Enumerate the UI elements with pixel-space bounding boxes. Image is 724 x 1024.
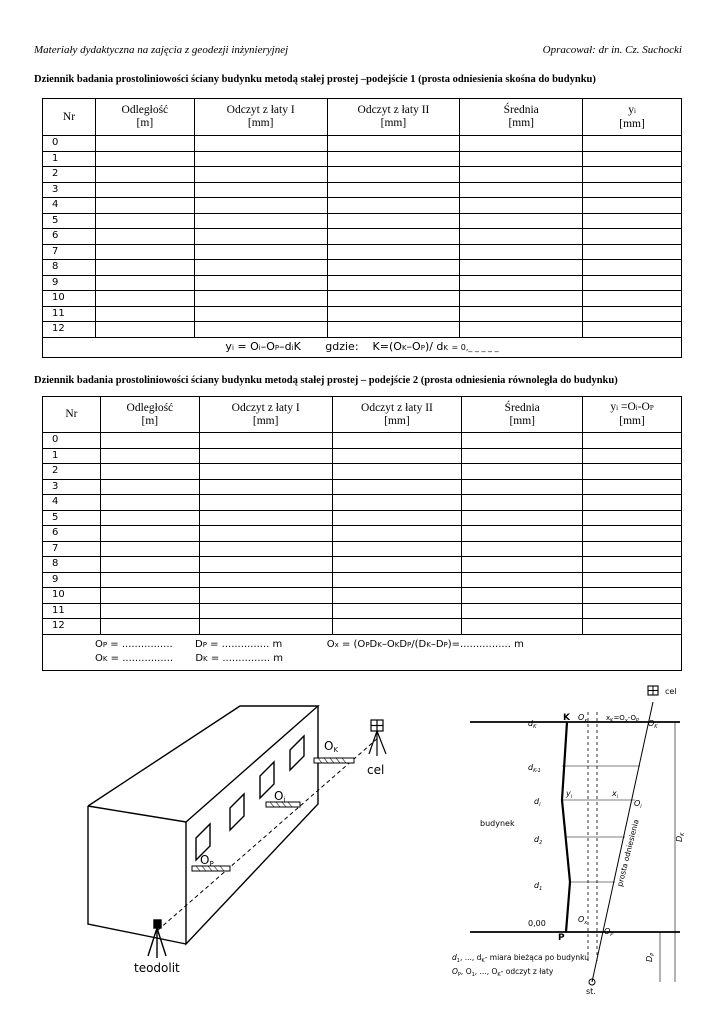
label-k: K bbox=[563, 713, 570, 723]
table-cell bbox=[100, 510, 199, 526]
table1-formula: yi = Oi–OP–diK gdzie: K=(OK–OP)/ dK = 0,_ _ _ _ _ bbox=[43, 337, 682, 357]
figure-schematic bbox=[452, 682, 700, 996]
table-cell bbox=[332, 588, 462, 604]
table-cell bbox=[583, 526, 682, 542]
table-cell bbox=[332, 541, 462, 557]
table-cell bbox=[460, 136, 583, 152]
table-cell bbox=[95, 306, 194, 322]
label-dk: $d_K$ bbox=[528, 719, 537, 730]
table-cell bbox=[199, 557, 332, 573]
table-cell bbox=[460, 167, 583, 183]
table-row bbox=[43, 136, 682, 152]
table-cell bbox=[583, 322, 682, 338]
table-row bbox=[43, 588, 682, 604]
row-number: 2 bbox=[43, 167, 96, 183]
table-row bbox=[43, 229, 682, 245]
table-cell bbox=[583, 182, 682, 198]
table-cell bbox=[199, 448, 332, 464]
table-cell bbox=[462, 433, 583, 449]
table-cell bbox=[583, 260, 682, 276]
table-cell bbox=[100, 541, 199, 557]
table-cell bbox=[100, 603, 199, 619]
table-cell bbox=[460, 291, 583, 307]
table-cell bbox=[194, 151, 327, 167]
label-dp-vertical: $D_P$ bbox=[645, 952, 656, 962]
label-oi-left: Oi bbox=[274, 789, 286, 804]
table-cell bbox=[332, 603, 462, 619]
table-cell bbox=[332, 619, 462, 635]
table-cell bbox=[583, 291, 682, 307]
col-y-2: yi =Oi-OP [mm] bbox=[583, 397, 682, 433]
table-cell bbox=[332, 572, 462, 588]
table-cell bbox=[462, 588, 583, 604]
table-cell bbox=[327, 136, 460, 152]
table-cell bbox=[95, 167, 194, 183]
row-number: 10 bbox=[43, 588, 101, 604]
header-right: Opracował: dr in. Cz. Suchocki bbox=[542, 44, 682, 56]
table-cell bbox=[194, 136, 327, 152]
row-number: 3 bbox=[43, 479, 101, 495]
table-cell bbox=[100, 479, 199, 495]
label-000: 0,00 bbox=[528, 919, 546, 928]
table-cell bbox=[95, 275, 194, 291]
label-ox-top: $O_x$ bbox=[578, 713, 588, 724]
row-number: 0 bbox=[43, 433, 101, 449]
table-cell bbox=[199, 603, 332, 619]
table-row bbox=[43, 495, 682, 511]
col-nr: Nr bbox=[43, 99, 96, 136]
label-cel-left: cel bbox=[367, 763, 385, 777]
table-cell bbox=[327, 291, 460, 307]
col-odczyt1: Odczyt z łaty I [mm] bbox=[194, 99, 327, 136]
table-cell bbox=[95, 213, 194, 229]
table-cell bbox=[583, 464, 682, 480]
table-cell bbox=[199, 510, 332, 526]
table-cell bbox=[583, 572, 682, 588]
table2-title: Dziennik badania prostoliniowości ściany budynku metodą stałej prostej – podejście 2 (prosta odniesienia równoległa do budynku) bbox=[34, 375, 618, 386]
label-cel-right: cel bbox=[665, 687, 677, 696]
figure-building-perspective bbox=[60, 698, 420, 988]
table-cell bbox=[95, 151, 194, 167]
table1 bbox=[42, 98, 682, 358]
table-row bbox=[43, 433, 682, 449]
col-srednia-2: Średnia [mm] bbox=[462, 397, 583, 433]
table-cell bbox=[583, 433, 682, 449]
table-cell bbox=[100, 433, 199, 449]
col-odleglosc: Odległość [m] bbox=[95, 99, 194, 136]
table-cell bbox=[460, 198, 583, 214]
table-row bbox=[43, 151, 682, 167]
table-cell bbox=[199, 588, 332, 604]
row-number: 4 bbox=[43, 198, 96, 214]
legend-line2: $O_P$, $O_1$, ..., $O_K-$ odczyt z łaty bbox=[452, 967, 554, 978]
table-cell bbox=[327, 167, 460, 183]
table-cell bbox=[583, 198, 682, 214]
row-number: 12 bbox=[43, 619, 101, 635]
table-cell bbox=[327, 244, 460, 260]
col-odczyt2-2: Odczyt z łaty II [mm] bbox=[332, 397, 462, 433]
label-op-left: OP bbox=[200, 853, 214, 868]
label-prosta: prosta odniesienia bbox=[615, 818, 641, 888]
table-cell bbox=[462, 495, 583, 511]
table-cell bbox=[194, 291, 327, 307]
legend-line1: $d_1$, ..., $d_K-$ miara bieżąca po budynku bbox=[452, 953, 589, 964]
table-cell bbox=[199, 464, 332, 480]
table-row bbox=[43, 244, 682, 260]
table-row bbox=[43, 464, 682, 480]
table-cell bbox=[583, 510, 682, 526]
table-cell bbox=[194, 260, 327, 276]
row-number: 1 bbox=[43, 151, 96, 167]
table-cell bbox=[199, 495, 332, 511]
table-cell bbox=[332, 510, 462, 526]
table-row bbox=[43, 572, 682, 588]
table-cell bbox=[199, 619, 332, 635]
table-cell bbox=[583, 495, 682, 511]
table-cell bbox=[460, 244, 583, 260]
table-row bbox=[43, 510, 682, 526]
table-row bbox=[43, 306, 682, 322]
label-oi-right: $O_i$ bbox=[634, 799, 642, 810]
table-cell bbox=[327, 229, 460, 245]
table-row bbox=[43, 260, 682, 276]
table-cell bbox=[583, 306, 682, 322]
table-cell bbox=[194, 167, 327, 183]
table-cell bbox=[460, 213, 583, 229]
table-cell bbox=[462, 557, 583, 573]
table-cell bbox=[462, 464, 583, 480]
col-srednia: Średnia [mm] bbox=[460, 99, 583, 136]
table-cell bbox=[583, 244, 682, 260]
row-number: 2 bbox=[43, 464, 101, 480]
row-number: 0 bbox=[43, 136, 96, 152]
table-cell bbox=[583, 167, 682, 183]
table-cell bbox=[583, 136, 682, 152]
table-cell bbox=[194, 198, 327, 214]
table-cell bbox=[460, 182, 583, 198]
table-row bbox=[43, 479, 682, 495]
table-cell bbox=[327, 260, 460, 276]
table-cell bbox=[100, 557, 199, 573]
table-cell bbox=[199, 526, 332, 542]
table-cell bbox=[583, 603, 682, 619]
table-cell bbox=[583, 479, 682, 495]
row-number: 5 bbox=[43, 213, 96, 229]
table-cell bbox=[100, 572, 199, 588]
table-row bbox=[43, 167, 682, 183]
table-cell bbox=[583, 619, 682, 635]
table-cell bbox=[462, 479, 583, 495]
label-di: $d_i$ bbox=[534, 797, 541, 808]
row-number: 4 bbox=[43, 495, 101, 511]
table-row bbox=[43, 557, 682, 573]
table-cell bbox=[583, 588, 682, 604]
label-dk1: $d_{K-1}$ bbox=[528, 763, 541, 774]
table-cell bbox=[460, 322, 583, 338]
row-number: 9 bbox=[43, 275, 96, 291]
table-cell bbox=[95, 291, 194, 307]
table-cell bbox=[194, 182, 327, 198]
col-nr-2: Nr bbox=[43, 397, 101, 433]
table-row bbox=[43, 603, 682, 619]
table-cell bbox=[194, 244, 327, 260]
table-row bbox=[43, 198, 682, 214]
col-odleglosc-2: Odległość [m] bbox=[100, 397, 199, 433]
table-row bbox=[43, 275, 682, 291]
table-cell bbox=[95, 260, 194, 276]
label-d2: $d_2$ bbox=[534, 835, 543, 846]
table-cell bbox=[462, 448, 583, 464]
label-op-right: $O_P$ bbox=[604, 927, 614, 938]
table-cell bbox=[583, 213, 682, 229]
table-cell bbox=[194, 322, 327, 338]
table-cell bbox=[194, 275, 327, 291]
table-cell bbox=[332, 433, 462, 449]
table-cell bbox=[100, 588, 199, 604]
label-ox-bottom: $O_x$ bbox=[578, 915, 588, 926]
table-cell bbox=[332, 464, 462, 480]
label-teodolit: teodolit bbox=[134, 961, 180, 975]
table-cell bbox=[583, 229, 682, 245]
table-row bbox=[43, 182, 682, 198]
row-number: 7 bbox=[43, 244, 96, 260]
label-budynek: budynek bbox=[480, 819, 515, 828]
col-y: yi [mm] bbox=[583, 99, 682, 136]
table-cell bbox=[327, 322, 460, 338]
label-ok-left: OK bbox=[324, 739, 339, 754]
label-yi: $y_i$ bbox=[566, 789, 573, 800]
table-cell bbox=[583, 448, 682, 464]
table-cell bbox=[332, 526, 462, 542]
table-cell bbox=[332, 448, 462, 464]
row-number: 9 bbox=[43, 572, 101, 588]
table-cell bbox=[462, 526, 583, 542]
table-cell bbox=[583, 557, 682, 573]
label-p: P bbox=[558, 933, 565, 943]
label-st: st. bbox=[586, 987, 596, 996]
table-cell bbox=[583, 275, 682, 291]
table-cell bbox=[100, 464, 199, 480]
table-cell bbox=[100, 448, 199, 464]
table2-footer: OP = ................ DP = ............... m Ox = (OPDK–OKDP/(DK–DP)=................ m OK = ................ DK = ............... m bbox=[43, 634, 682, 670]
table-cell bbox=[462, 510, 583, 526]
table-cell bbox=[95, 229, 194, 245]
table-cell bbox=[583, 151, 682, 167]
label-xk: $x_K=O_x-O_P$ bbox=[606, 714, 640, 724]
target-icon bbox=[369, 720, 386, 756]
table-cell bbox=[460, 151, 583, 167]
row-number: 6 bbox=[43, 526, 101, 542]
row-number: 11 bbox=[43, 306, 96, 322]
row-number: 8 bbox=[43, 557, 101, 573]
table1-title: Dziennik badania prostoliniowości ściany budynku metodą stałej prostej –podejście 1 (prosta odniesienia skośna do budynku) bbox=[34, 74, 596, 85]
table-cell bbox=[199, 541, 332, 557]
row-number: 3 bbox=[43, 182, 96, 198]
col-odczyt1-2: Odczyt z łaty I [mm] bbox=[199, 397, 332, 433]
table-cell bbox=[100, 619, 199, 635]
table-cell bbox=[327, 182, 460, 198]
table-cell bbox=[95, 182, 194, 198]
table-cell bbox=[95, 244, 194, 260]
table-cell bbox=[327, 213, 460, 229]
col-odczyt2: Odczyt z łaty II [mm] bbox=[327, 99, 460, 136]
table-cell bbox=[462, 541, 583, 557]
label-dk-vertical: $D_K$ bbox=[675, 832, 686, 842]
table-row bbox=[43, 213, 682, 229]
table-cell bbox=[95, 322, 194, 338]
table-cell bbox=[327, 306, 460, 322]
table-cell bbox=[194, 306, 327, 322]
table-cell bbox=[460, 306, 583, 322]
header-left: Materiały dydaktyczna na zajęcia z geodezji inżynieryjnej bbox=[34, 44, 289, 56]
table-cell bbox=[332, 479, 462, 495]
row-number: 5 bbox=[43, 510, 101, 526]
table-cell bbox=[100, 526, 199, 542]
table-cell bbox=[332, 557, 462, 573]
label-d1: $d_1$ bbox=[534, 881, 543, 892]
label-ok-right: $O_K$ bbox=[648, 719, 658, 730]
table-cell bbox=[327, 198, 460, 214]
row-number: 10 bbox=[43, 291, 96, 307]
row-number: 7 bbox=[43, 541, 101, 557]
table-row bbox=[43, 541, 682, 557]
row-number: 1 bbox=[43, 448, 101, 464]
table2 bbox=[42, 396, 682, 671]
row-number: 12 bbox=[43, 322, 96, 338]
table-cell bbox=[462, 572, 583, 588]
table-cell bbox=[460, 260, 583, 276]
table-row bbox=[43, 448, 682, 464]
table-cell bbox=[462, 603, 583, 619]
table-cell bbox=[100, 495, 199, 511]
table-cell bbox=[583, 541, 682, 557]
table-cell bbox=[462, 619, 583, 635]
table-cell bbox=[460, 275, 583, 291]
row-number: 11 bbox=[43, 603, 101, 619]
table-row bbox=[43, 291, 682, 307]
table-row bbox=[43, 619, 682, 635]
row-number: 6 bbox=[43, 229, 96, 245]
table-cell bbox=[95, 198, 194, 214]
table-cell bbox=[199, 572, 332, 588]
table-cell bbox=[332, 495, 462, 511]
table-cell bbox=[194, 213, 327, 229]
table-cell bbox=[194, 229, 327, 245]
table-cell bbox=[199, 479, 332, 495]
table-cell bbox=[327, 275, 460, 291]
table-cell bbox=[95, 136, 194, 152]
table-cell bbox=[327, 151, 460, 167]
table-row bbox=[43, 526, 682, 542]
table-cell bbox=[199, 433, 332, 449]
table-row bbox=[43, 322, 682, 338]
label-xi: $x_i$ bbox=[612, 789, 619, 800]
table-cell bbox=[460, 229, 583, 245]
row-number: 8 bbox=[43, 260, 96, 276]
